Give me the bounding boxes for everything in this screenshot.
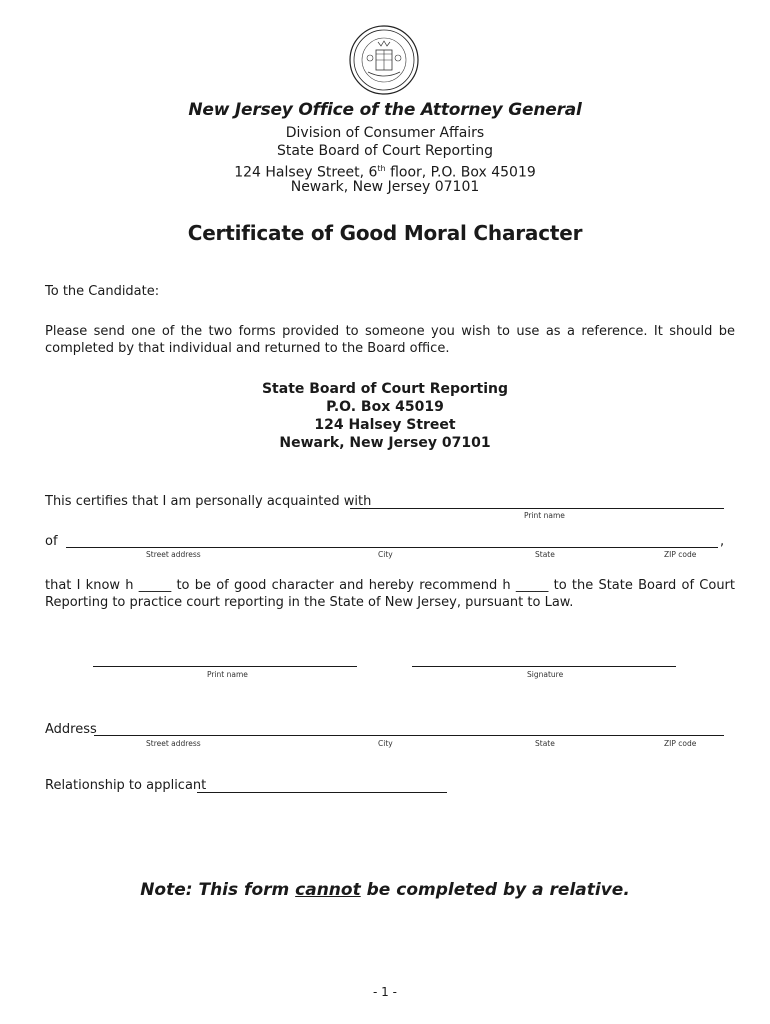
signer-print-name-field[interactable]	[93, 666, 357, 667]
street-caption: Street address	[146, 550, 201, 559]
board-line: State Board of Court Reporting	[276, 143, 493, 159]
relationship-field[interactable]	[197, 792, 447, 793]
recommendation-paragraph: that I know h _____ to be of good character and hereby recommend h _____ to the State Board of Court Reporting to practice court reporting in the State of New Jersey, pursuant to Law.	[45, 578, 735, 610]
signature-caption: Signature	[527, 670, 564, 679]
certifies-label: This certifies that I am personally acquainted with	[45, 494, 372, 509]
division-line: Division of Consumer Affairs	[285, 125, 485, 141]
note-emphasis: cannot	[295, 880, 361, 900]
city-caption: City	[378, 550, 393, 559]
street-line-superscript: th	[377, 164, 386, 173]
signer-state-caption: State	[535, 739, 555, 748]
return-address-line-4: Newark, New Jersey 07101	[279, 435, 491, 451]
signer-city-caption: City	[378, 739, 393, 748]
trailing-comma: ,	[720, 534, 725, 549]
signer-address-field[interactable]	[94, 735, 724, 736]
signer-zip-caption: ZIP code	[664, 739, 697, 748]
note-start: Note: This form	[140, 880, 296, 900]
state-seal-logo	[348, 24, 420, 96]
page-number: - 1 -	[373, 985, 397, 999]
salutation: To the Candidate:	[45, 284, 160, 299]
return-address-line-3: 124 Halsey Street	[314, 417, 456, 433]
return-address-line-2: P.O. Box 45019	[326, 399, 444, 415]
instructions-paragraph: Please send one of the two forms provided to someone you wish to use as a reference. It should be completed by that individual and returned to the Board office.	[45, 324, 735, 356]
state-caption: State	[535, 550, 555, 559]
signer-street-caption: Street address	[146, 739, 201, 748]
street-line-start: 124 Halsey Street, 6	[234, 164, 378, 181]
note-end: be completed by a relative.	[360, 880, 630, 900]
of-label: of	[45, 534, 58, 549]
signature-field[interactable]	[412, 666, 676, 667]
acquaintance-address-field[interactable]	[66, 547, 718, 548]
address-label: Address	[45, 722, 97, 737]
acquaintance-name-caption: Print name	[524, 511, 565, 520]
page-title: Certificate of Good Moral Character	[187, 221, 583, 245]
signer-print-name-caption: Print name	[207, 670, 248, 679]
relative-note	[0, 880, 770, 900]
acquaintance-name-field[interactable]	[350, 508, 724, 509]
agency-title: New Jersey Office of the Attorney General	[188, 100, 582, 120]
zip-caption: ZIP code	[664, 550, 697, 559]
street-line-end: floor, P.O. Box 45019	[385, 164, 536, 181]
relationship-label: Relationship to applicant	[45, 778, 207, 793]
city-line: Newark, New Jersey 07101	[290, 179, 480, 195]
return-address-line-1: State Board of Court Reporting	[261, 381, 509, 397]
